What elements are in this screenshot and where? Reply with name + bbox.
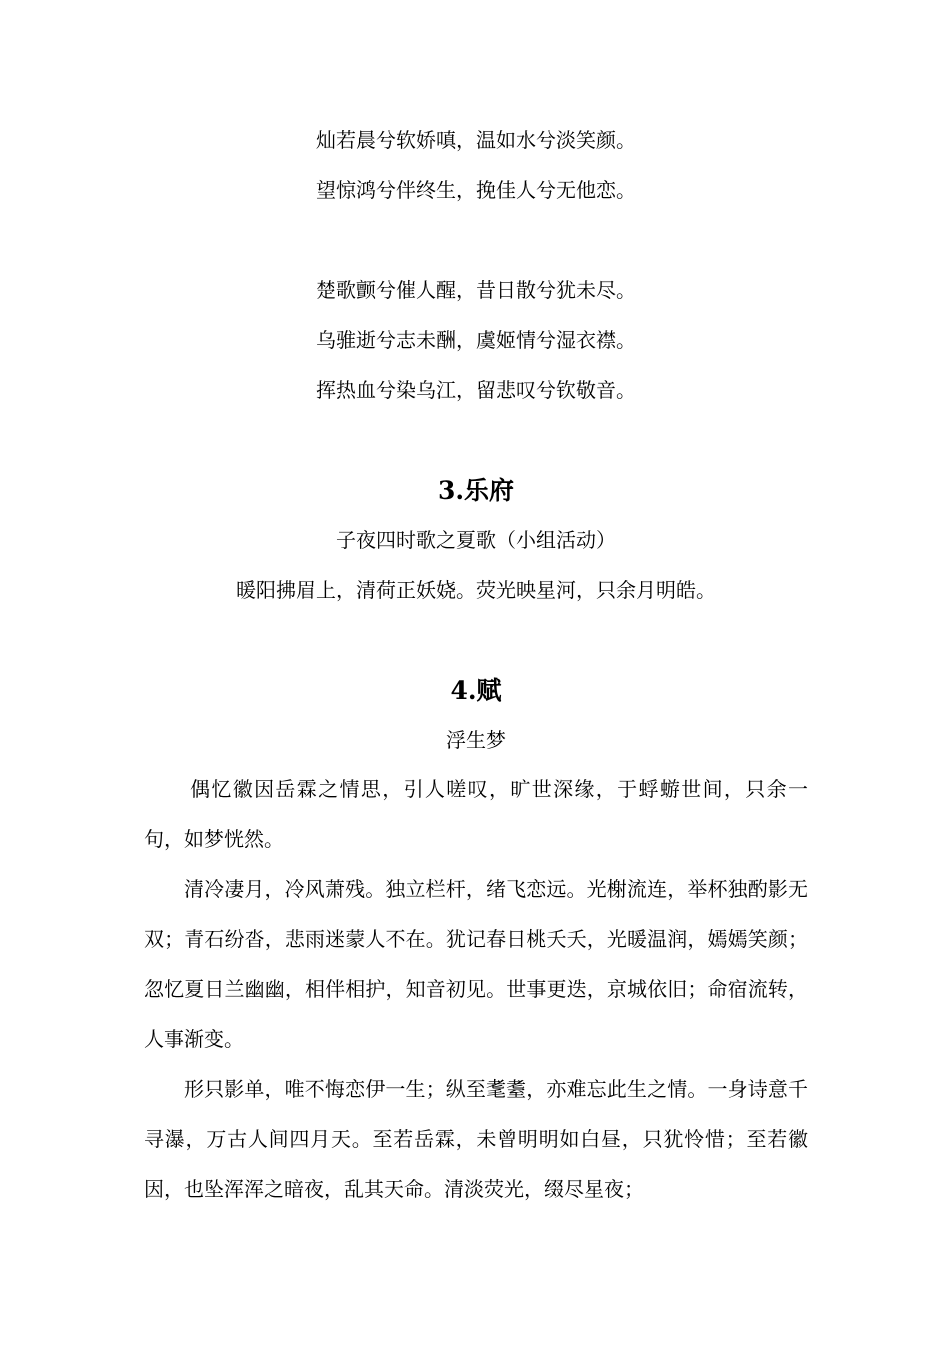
poem-line-1: 灿若晨兮软娇嗔，温如水兮淡笑颜。 [316, 128, 636, 152]
poem-line-5: 挥热血兮染乌江，留悲叹兮钦敬音。 [316, 378, 636, 402]
poem-line-2: 望惊鸿兮伴终生，挽佳人兮无他恋。 [316, 178, 636, 202]
section-4-heading: 4.赋 [450, 676, 502, 705]
fu-paragraph-1: 偶忆徽因岳霖之情思，引人嗟叹，旷世深缘，于蜉蝣世间，只余一句，如梦恍然。 [144, 777, 808, 851]
fu-paragraph-2: 清冷凄月，冷风萧残。独立栏杆，绪飞恋远。光榭流连，举杯独酌影无双；青石纷沓，悲雨迷蒙人不在。犹记春日桃夭夭，光暖温润，嫣嫣笑颜；忽忆夏日兰幽幽，相伴相护，知音初见。世事更迭，京城依旧；命宿流转，人事渐变。 [144, 877, 808, 1051]
section-4-subtitle: 浮生梦 [446, 728, 506, 752]
fu-paragraph-3: 形只影单，唯不悔恋伊一生；纵至耄耋，亦难忘此生之情。一身诗意千寻瀑，万古人间四月天。至若岳霖，未曾明明如白昼，只犹怜惜；至若徽因，也坠浑浑之暗夜，乱其天命。清淡荧光，缀尽星夜； [144, 1077, 808, 1201]
section-4-body [144, 764, 808, 1214]
poem-line-3: 楚歌颤兮催人醒，昔日散兮犹未尽。 [316, 278, 636, 302]
poem-line-4: 乌骓逝兮志未酬，虞姬情兮湿衣襟。 [316, 328, 636, 352]
section-3-subtitle: 子夜四时歌之夏歌（小组活动） [336, 528, 616, 552]
section-3-verse: 暖阳拂眉上，清荷正妖娆。荧光映星河，只余月明皓。 [236, 578, 716, 602]
section-3-heading: 3.乐府 [437, 476, 515, 505]
